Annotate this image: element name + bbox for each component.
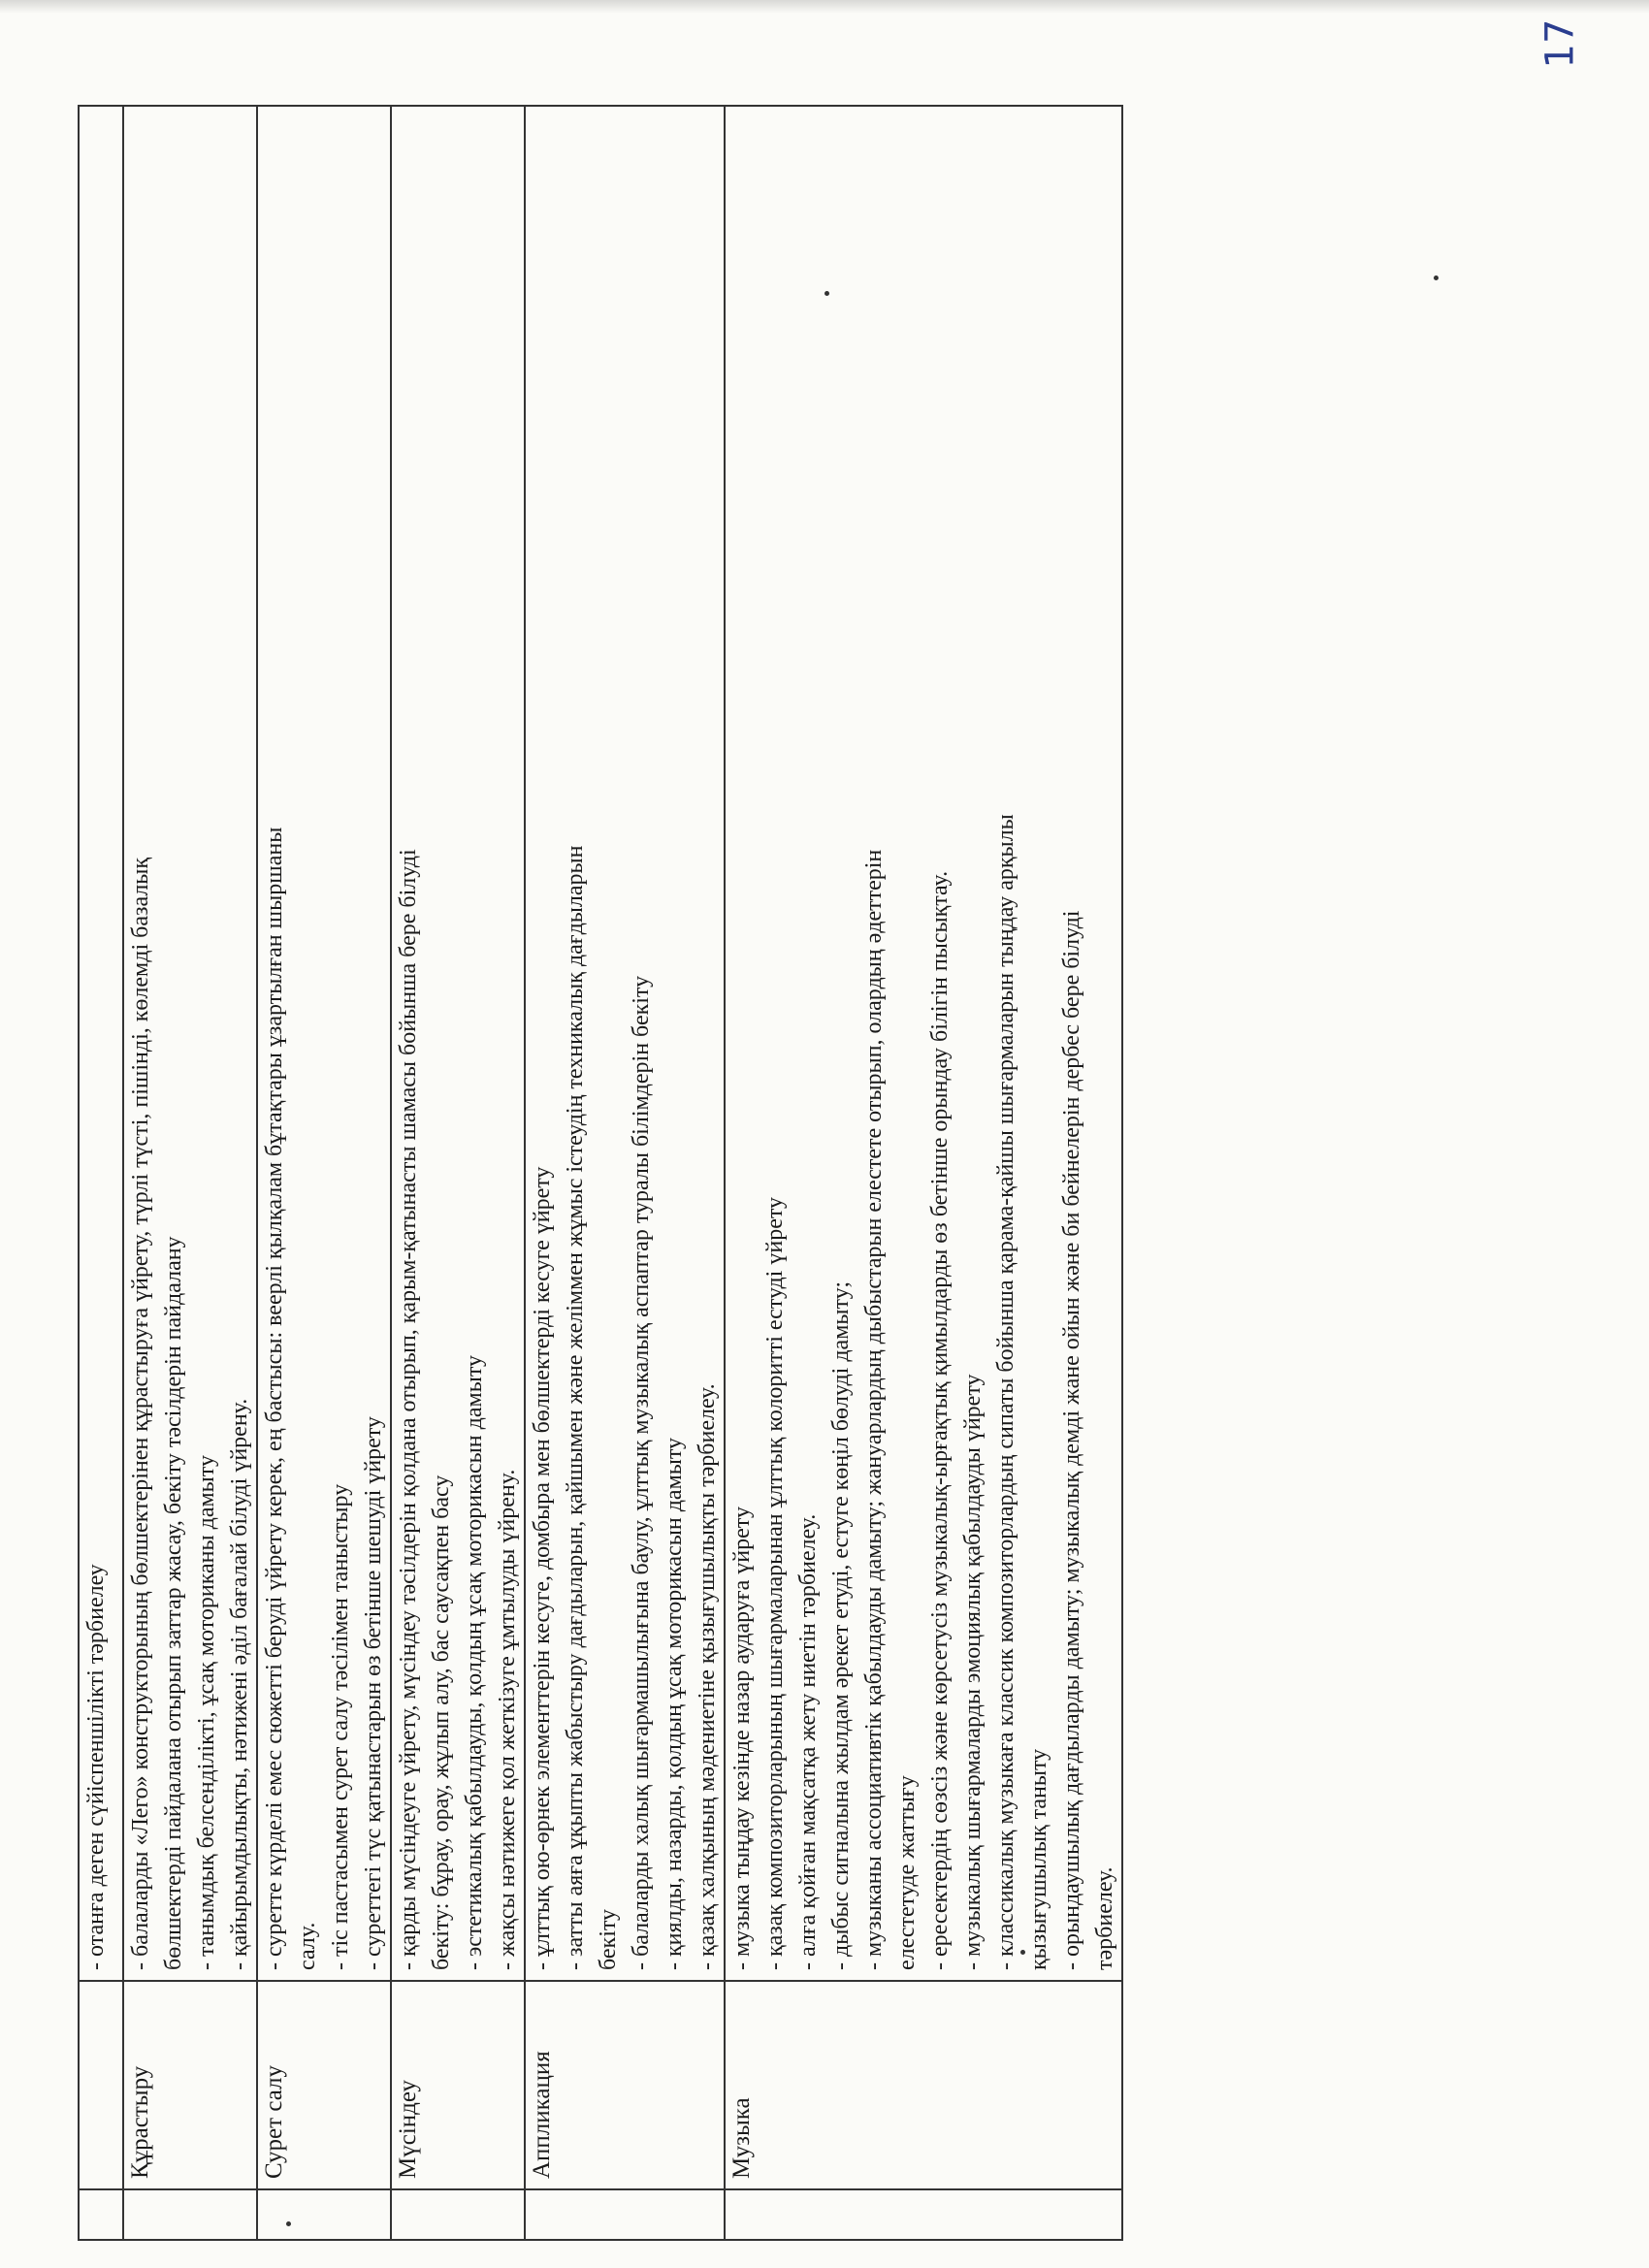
table-row xyxy=(725,106,1122,2240)
objectives-cell xyxy=(257,106,391,1981)
objective-line: - эстетикалық қабылдауды, қолдың ұсақ моторикасын дамыту xyxy=(462,1355,487,1970)
table-row xyxy=(391,106,525,2240)
objective-line: бекіту xyxy=(596,1908,621,1970)
objective-line: - танымдық белсенділікті, ұсақ моториканы дамыту xyxy=(194,1455,219,1970)
objective-line: - қайырымдылықты, нәтижені әділ бағалай білуді үйрену. xyxy=(227,1398,252,1970)
objective-line: тәрбиелеу. xyxy=(1092,1866,1117,1970)
page-number: 17 xyxy=(1537,18,1583,69)
scan-speck xyxy=(1434,275,1439,280)
objective-line: - орындаушылық дағдыларды дамыту; музыкалық демді жане ойын және би бейнелерін дербес бере білуді xyxy=(1059,910,1084,1970)
objectives-cell xyxy=(391,106,525,1981)
objective-line: - балаларды халық шығармашылығына баулу, ұлттық музыкалық аспаптар туралы білімдерін бекіту xyxy=(629,975,654,1970)
objective-line: - музыканы ассоциативтік қабылдауды дамыту; жануарлардың дыбыстарын елестете отырып, олардың әдеттерін xyxy=(861,849,887,1970)
objective-line: - балаларды «Лего» конструкторының бөлшектерінен құрастыруға үйрету, түрлі түсті, пішінді, көлемді базалық xyxy=(128,857,153,1970)
subject-cell: Мүсіндеу xyxy=(391,1981,525,2189)
objective-line: - ұлттық ою-өрнек элементтерін кесуге, домбыра мен бөлшектерді кесуге үйрету xyxy=(530,1166,555,1970)
subject-cell xyxy=(79,1981,123,2189)
objective-line: - музыка тыңдау кезінде назар аударуға үйрету xyxy=(729,1507,755,1970)
scan-speck xyxy=(1020,1950,1025,1955)
rotated-table-container xyxy=(78,107,1242,2241)
scan-speck xyxy=(286,2221,291,2226)
scan-speck xyxy=(824,291,829,296)
objective-line: - ересектердің сөзсіз және көрсетусіз музыкалық-ырғақтық қимылдарды өз бетінше орындау білігін пысықтау. xyxy=(927,870,953,1970)
number-cell xyxy=(725,2189,1122,2240)
table-row xyxy=(525,106,725,2240)
number-cell xyxy=(391,2189,525,2240)
subject-cell: Құрастыру xyxy=(123,1981,257,2189)
objective-line: - суреттегі түс қатынастарын өз бетінше шешуді үйрету xyxy=(361,1416,386,1970)
objective-line: - қазақ композиторларының шығармаларынан ұлттық колоритті естуді үйрету xyxy=(762,1196,788,1970)
objective-line: - музыкалық шығармаларды эмоциялық қабылдауды үйрету xyxy=(960,1374,986,1970)
objective-line: - жақсы нәтижеге қол жеткізуге ұмтылуды үйрену. xyxy=(495,1469,520,1970)
objective-line: бөлшектерді пайдалана отырып заттар жасау, бекіту тәсілдерін пайдалану xyxy=(161,1236,186,1970)
objective-line: - алға қойған мақсатқа жету ниетін тәрбиелеу. xyxy=(795,1513,821,1970)
number-cell xyxy=(257,2189,391,2240)
objectives-cell xyxy=(79,106,123,1981)
objective-line: - отанға деген сүйіспеншілікті тәрбиелеу xyxy=(83,1564,109,1970)
objectives-cell xyxy=(725,106,1122,1981)
number-cell xyxy=(79,2189,123,2240)
objective-line: - суретте күрделі емес сюжетті беруді үйрету керек, ең бастысы: веерлі қылқалам бұтақтары ұзартылған шыршаны xyxy=(262,826,287,1970)
objective-line: - затты аяға ұқыпты жабыстыру дағдыларын, қайшымен және желіммен жұмыс істеудің техникалық дағдыларын xyxy=(563,845,588,1970)
objective-line: - қиялды, назарды, қолдың ұсақ моторикасын дамыту xyxy=(662,1437,687,1970)
table-row xyxy=(257,106,391,2240)
objectives-cell xyxy=(123,106,257,1981)
objective-line: бекіту: бұрау, орау, жұлып алу, бас саусақпен басу xyxy=(429,1474,454,1970)
objective-line: - дыбыс сигналына жылдам әрекет етуді, естуге көңіл бөлуді дамыту; xyxy=(828,1280,854,1970)
objective-line: - қазақ халқының мәдениетіне қызығушылықты тәрбиелеу. xyxy=(695,1383,720,1970)
table-row xyxy=(123,106,257,2240)
objective-line: - тіс пастасымен сурет салу тәсілімен таныстыру xyxy=(328,1483,353,1970)
objective-line: - қарды мүсіндеуге үйрету, мүсіндеу тәсілдерін қолдана отырып, қарым-қатынасты шамасы бойынша бере білуді xyxy=(396,849,421,1970)
table-body xyxy=(79,106,1122,2240)
subject-cell: Аппликация xyxy=(525,1981,725,2189)
table-row xyxy=(79,106,123,2240)
objectives-cell xyxy=(525,106,725,1981)
subject-cell: Сурет салу xyxy=(257,1981,391,2189)
objective-line: қызығушылық таныту xyxy=(1026,1748,1051,1970)
objective-line: елестетуде жаттығу xyxy=(894,1775,920,1970)
number-cell xyxy=(123,2189,257,2240)
objective-line: салу. xyxy=(295,1922,320,1970)
subject-cell: Музыка xyxy=(725,1981,1122,2189)
objective-line: - классикалық музыкаға классик композиторлардың сипаты бойынша қарама-қайшы шығармаларын тыңдау арқылы xyxy=(993,814,1018,1970)
scan-edge xyxy=(0,0,1649,14)
curriculum-table xyxy=(78,105,1123,2241)
number-cell xyxy=(525,2189,725,2240)
